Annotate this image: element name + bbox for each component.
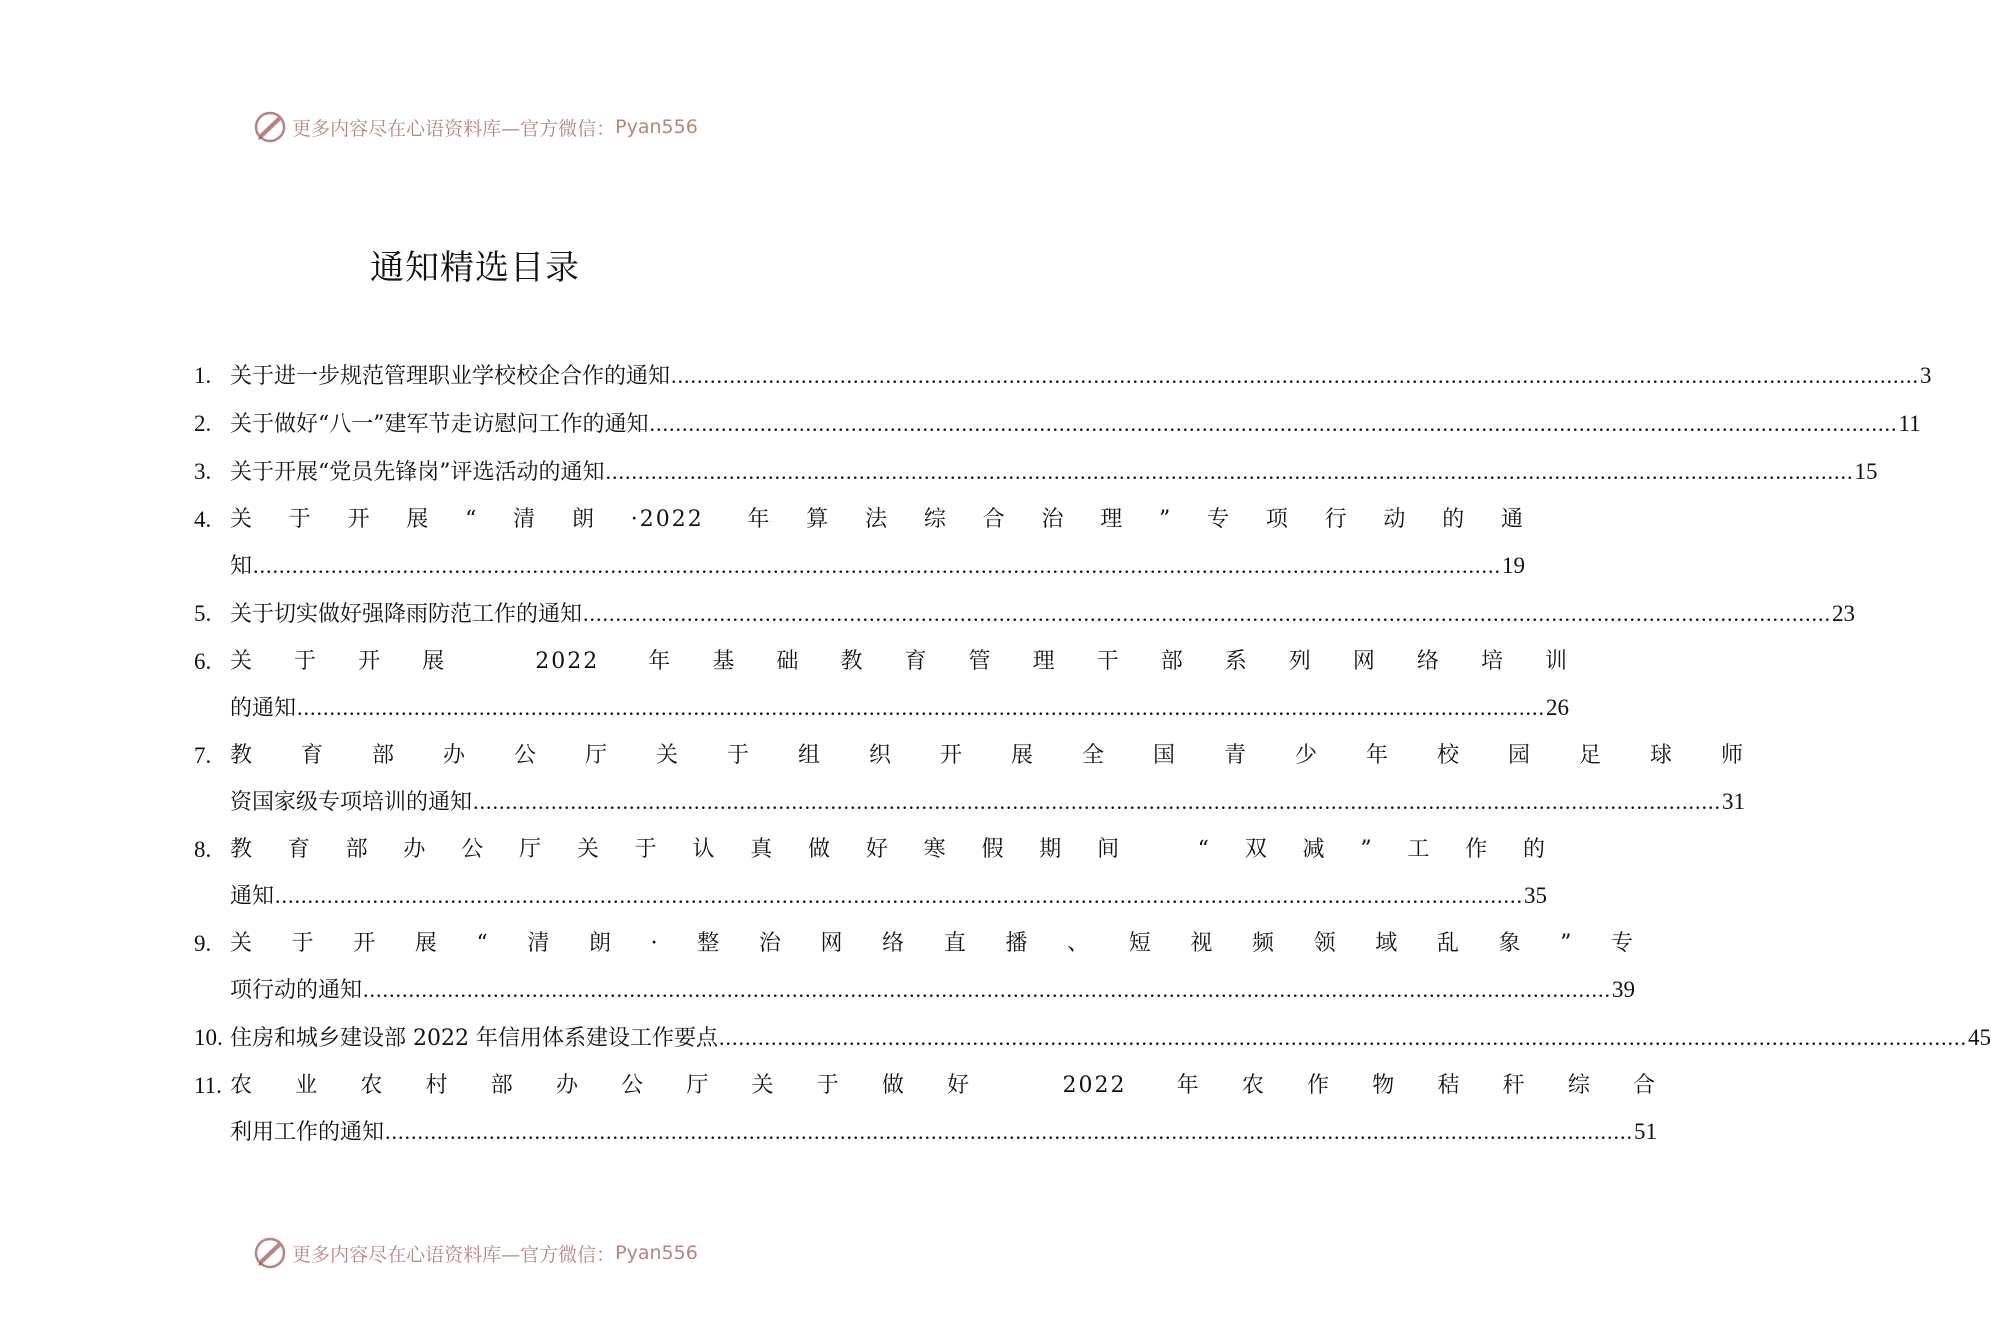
toc-entry-title-line: 住房和城乡建设部 2022 年信用体系建设工作要点 <box>230 1026 718 1051</box>
toc-leader-dots <box>719 1018 1967 1058</box>
toc-entry[interactable] <box>194 452 1878 493</box>
toc-entry-title-line: 知 <box>230 554 253 579</box>
toc-entry-number: 4. <box>194 507 212 532</box>
watermark-wechat-id: Pyan556 <box>615 116 698 138</box>
toc-leader-dots <box>297 688 1545 728</box>
toc-leader-dots <box>363 970 1611 1010</box>
watermark-text: 更多内容尽在心语资料库—官方微信： <box>292 117 616 140</box>
toc-entry-title-line: 关于开展“清朗·整治网络直播、短视频领域乱象”专 <box>230 931 1636 956</box>
toc-entry-page: 51 <box>1634 1119 1658 1144</box>
watermark-text: 更多内容尽在心语资料库—官方微信： <box>292 1243 616 1266</box>
toc-entry[interactable] <box>194 924 1636 1011</box>
toc-entry-page: 15 <box>1854 459 1878 484</box>
toc-leader-dots <box>606 452 1854 492</box>
toc-entry-number: 7. <box>194 743 212 768</box>
toc-entry-title-line: 利用工作的通知 <box>230 1120 385 1145</box>
toc-entry-page: 39 <box>1612 977 1636 1002</box>
toc-entry-title-line: 关于切实做好强降雨防范工作的通知 <box>230 602 583 627</box>
toc-entry[interactable] <box>194 500 1526 587</box>
toc-entry-page: 19 <box>1502 553 1526 578</box>
toc-entry-number: 1. <box>194 363 212 388</box>
toc-entry-title-line: 关于开展“党员先锋岗”评选活动的通知 <box>230 460 605 485</box>
toc-entry-page: 3 <box>1920 363 1932 388</box>
toc-entry-number: 3. <box>194 459 212 484</box>
toc-entry-number: 5. <box>194 601 212 626</box>
toc-entry[interactable] <box>194 642 1570 729</box>
toc-entry[interactable] <box>194 356 1932 397</box>
toc-leader-dots <box>671 356 1919 396</box>
toc-entry-page: 31 <box>1722 789 1746 814</box>
table-of-contents <box>194 356 1991 1160</box>
toc-leader-dots <box>650 404 1898 444</box>
toc-entry-number: 8. <box>194 837 212 862</box>
toc-entry[interactable] <box>194 404 1921 445</box>
toc-entry-number: 2. <box>194 411 212 436</box>
toc-entry-title-line: 教育部办公厅关于组织开展全国青少年校园足球师 <box>230 743 1746 768</box>
watermark-header <box>0 107 950 147</box>
toc-leader-dots <box>385 1112 1633 1152</box>
toc-entry-number: 11. <box>194 1073 222 1098</box>
pen-seal-icon <box>252 109 288 145</box>
toc-leader-dots <box>275 876 1523 916</box>
toc-entry-title-line: 教育部办公厅关于认真做好寒假期间 “双减”工作的 <box>230 837 1548 862</box>
toc-entry-title-line: 关于开展“清朗·2022 年算法综合治理”专项行动的通 <box>230 507 1526 532</box>
toc-entry-title-line: 通知 <box>230 884 275 909</box>
toc-leader-dots <box>473 782 1721 822</box>
toc-leader-dots <box>253 546 1501 586</box>
toc-entry-title-line: 的通知 <box>230 696 297 721</box>
watermark-footer <box>0 1233 950 1273</box>
pen-seal-icon <box>252 1235 288 1271</box>
toc-entry-title-line: 关于进一步规范管理职业学校校企合作的通知 <box>230 364 671 389</box>
toc-entry-title-line: 项行动的通知 <box>230 978 363 1003</box>
toc-entry-number: 6. <box>194 649 212 674</box>
toc-entry[interactable] <box>194 830 1548 917</box>
watermark-wechat-id: Pyan556 <box>615 1242 698 1264</box>
toc-entry[interactable] <box>194 594 1856 635</box>
toc-entry[interactable] <box>194 1066 1658 1153</box>
toc-leader-dots <box>583 594 1831 634</box>
toc-entry-page: 45 <box>1967 1025 1991 1050</box>
toc-entry-title-line: 资国家级专项培训的通知 <box>230 790 473 815</box>
toc-entry-title-line: 关于做好“八一”建军节走访慰问工作的通知 <box>230 412 649 437</box>
toc-entry-number: 10. <box>194 1025 223 1050</box>
toc-entry-number: 9. <box>194 931 212 956</box>
toc-entry[interactable] <box>194 1018 1991 1059</box>
toc-entry-page: 23 <box>1832 601 1856 626</box>
toc-entry-title-line: 农业农村部办公厅关于做好 2022 年农作物秸秆综合 <box>230 1073 1658 1098</box>
toc-entry-page: 11 <box>1898 411 1921 436</box>
page-title: 通知精选目录 <box>370 248 580 288</box>
toc-entry-page: 26 <box>1546 695 1570 720</box>
toc-entry-page: 35 <box>1524 883 1548 908</box>
toc-entry-title-line: 关于开展 2022 年基础教育管理干部系列网络培训 <box>230 649 1570 674</box>
toc-entry[interactable] <box>194 736 1746 823</box>
